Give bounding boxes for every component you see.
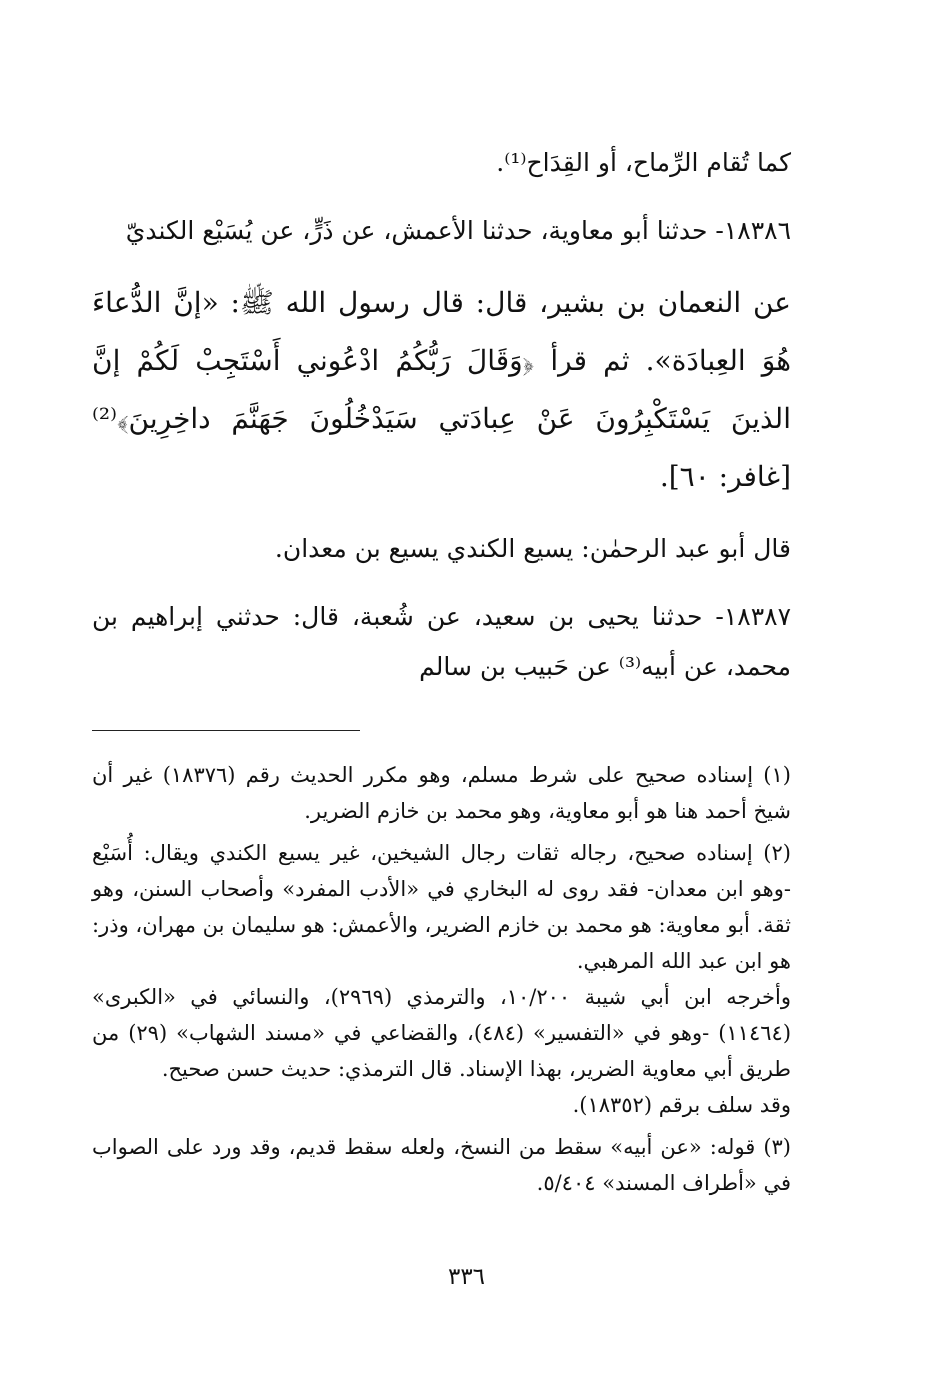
main-text [92,138,791,692]
page-number: ٣٣٦ [447,1264,486,1290]
author-comment: قال أبو عبد الرحمٰن: يسيع الكندي يسيع بن معدان. [274,534,791,563]
footnote-2-takhrij: وأخرجه ابن أبي شيبة ١٠/٢٠٠، والترمذي (٢٩٦٩)، والنسائي في «الكبرى» (١١٤٦٤) -وهو في «التفسير» (٤٨٤)، والقضاعي في «مسند الشهاب» (٢٩) من طريق أبي معاوية الضرير، بهذا الإسناد. قال الترمذي: حديث حسن صحيح. [92,985,792,1081]
hadith-18386-text: عن النعمان بن بشير، قال: قال رسول الله ﷺ: «إنَّ الدُّعاءَ هُوَ العِبادَة». ثم قرأ ﴿وَقَالَ رَبُّكُمُ ادْعُوني أَسْتَجِبْ لَكُمْ إنَّ الذينَ يَسْتَكْبِرُونَ عَنْ عِبادَتي سَيَدْخُلُونَ جَهَنَّمَ داخِرِينَ﴾⁽²⁾ [غافر: ٦٠]. [92,286,792,493]
page-body [92,138,791,1201]
footnote-2: (٢) إسناده صحيح، رجاله ثقات رجال الشيخين، غير يسيع الكندي ويقال: أُسَيْع -وهو ابن معدان- فقد روى له البخاري في «الأدب المفرد» وأصحاب السنن، وهو ثقة. أبو معاوية: هو محمد بن خازم الضرير، والأعمش: هو سليمان بن مهران، وذر: هو ابن عبد الله المرهبي. [92,841,791,973]
hadith-18386-chain: ١٨٣٨٦- حدثنا أبو معاوية، حدثنا الأعمش، عن ذَرٍّ، عن يُسَيْع الكنديّ [125,216,791,245]
main-paragraph-1: كما تُقام الرِّماح، أو القِدَاح⁽¹⁾. [496,148,791,177]
footnote-divider [92,730,360,731]
footnotes [92,757,791,1201]
footnote-1: (١) إسناده صحيح على شرط مسلم، وهو مكرر الحديث رقم (١٨٣٧٦) غير أن شيخ أحمد هنا هو أبو معاوية، وهو محمد بن خازم الضرير. [92,763,791,823]
hadith-18387-chain: ١٨٣٨٧- حدثنا يحيى بن سعيد، عن شُعبة، قال: حدثني إبراهيم بن محمد، عن أبيه⁽³⁾ عن حَبيب بن سالم [92,602,791,681]
footnote-2-crossref: وقد سلف برقم (١٨٣٥٢). [572,1093,791,1117]
footnote-3: (٣) قوله: «عن أبيه» سقط من النسخ، ولعله سقط قديم، وقد ورد على الصواب في «أطراف المسند» ٥/٤٠٤. [92,1135,791,1195]
